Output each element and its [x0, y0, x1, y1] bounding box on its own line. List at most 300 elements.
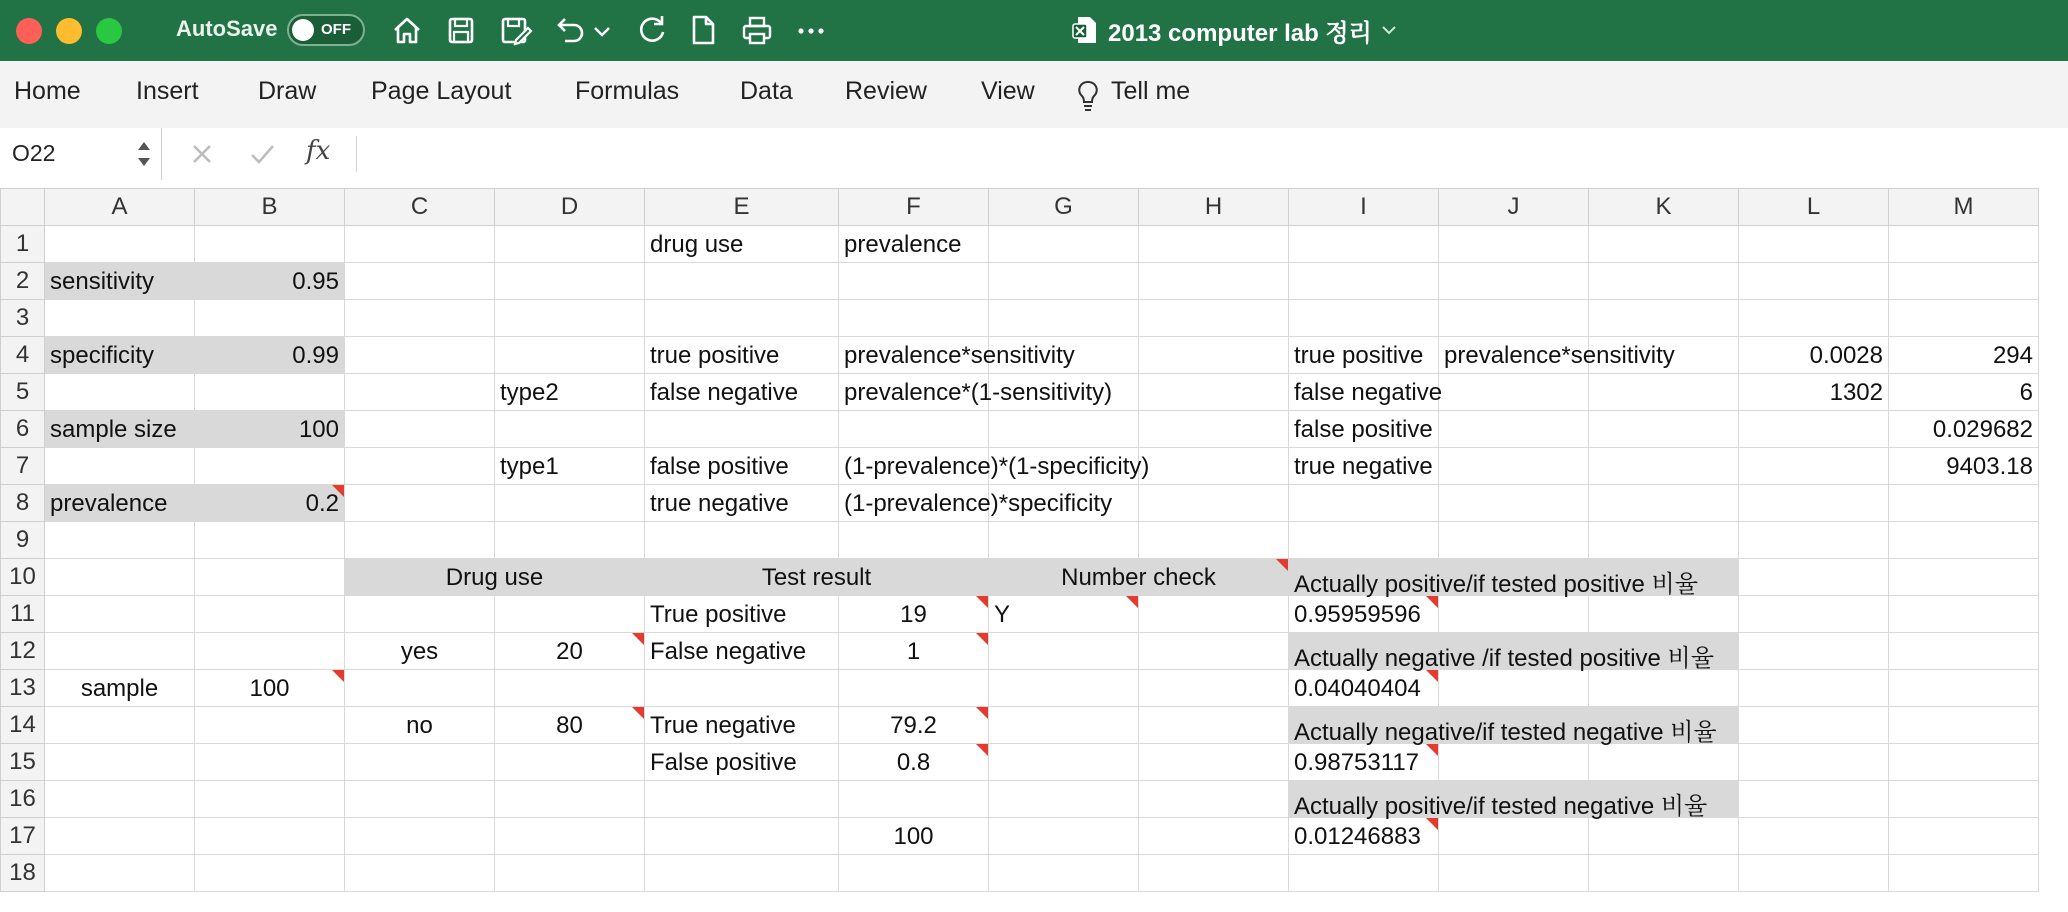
cell-h11[interactable] — [1139, 596, 1289, 633]
cell-i6[interactable] — [1289, 411, 1439, 448]
cell-d4[interactable] — [495, 337, 645, 374]
cell-value: true negative — [1294, 453, 1433, 480]
cell-h16[interactable] — [1139, 781, 1289, 818]
row-header[interactable]: 17 — [1, 818, 45, 855]
cell-d1[interactable] — [495, 226, 645, 263]
redo-icon[interactable] — [632, 10, 670, 50]
cell-l2[interactable] — [1739, 263, 1889, 300]
cell-j7[interactable] — [1439, 448, 1589, 485]
cell-c11[interactable] — [345, 596, 495, 633]
cell-k13[interactable] — [1589, 670, 1739, 707]
cell-k1[interactable] — [1589, 226, 1739, 263]
cell-a14[interactable] — [45, 707, 195, 744]
row-header[interactable]: 15 — [1, 744, 45, 781]
cell-a4[interactable] — [45, 337, 195, 374]
cell-a1[interactable] — [45, 226, 195, 263]
new-document-icon[interactable] — [684, 10, 722, 50]
cell-k7[interactable] — [1589, 448, 1739, 485]
cell-a10[interactable] — [45, 559, 195, 596]
cell-i2[interactable] — [1289, 263, 1439, 300]
row-header[interactable]: 2 — [1, 263, 45, 300]
document-title-button[interactable] — [1072, 12, 1400, 48]
name-box[interactable] — [0, 128, 162, 180]
tab-insert[interactable]: Insert — [136, 77, 199, 105]
cell-m2[interactable] — [1889, 263, 2039, 300]
cell-j2[interactable] — [1439, 263, 1589, 300]
cell-f3[interactable] — [839, 300, 989, 337]
name-box-stepper-icon[interactable] — [134, 134, 154, 174]
tab-formulas[interactable]: Formulas — [575, 77, 680, 105]
cell-c5[interactable] — [345, 374, 495, 411]
cell-l6[interactable] — [1739, 411, 1889, 448]
cell-l5[interactable] — [1739, 374, 1889, 411]
column-header[interactable]: F — [839, 189, 989, 226]
cell-g9[interactable] — [989, 522, 1139, 559]
cell-k17[interactable] — [1589, 818, 1739, 855]
cell-j18[interactable] — [1439, 855, 1589, 892]
cell-m12[interactable] — [1889, 633, 2039, 670]
cell-e5[interactable] — [645, 374, 839, 411]
cell-d15[interactable] — [495, 744, 645, 781]
cell-m6[interactable] — [1889, 411, 2039, 448]
cell-c6[interactable] — [345, 411, 495, 448]
cell-l13[interactable] — [1739, 670, 1889, 707]
autosave-state: OFF — [321, 21, 351, 38]
row-header[interactable]: 5 — [1, 374, 45, 411]
cell-c8[interactable] — [345, 485, 495, 522]
cell-b8[interactable] — [195, 485, 345, 522]
cell-l14[interactable] — [1739, 707, 1889, 744]
cell-e10[interactable] — [645, 559, 989, 596]
cell-b2[interactable] — [195, 263, 345, 300]
row-header[interactable]: 11 — [1, 596, 45, 633]
cell-m3[interactable] — [1889, 300, 2039, 337]
cell-h13[interactable] — [1139, 670, 1289, 707]
cell-f4[interactable] — [839, 337, 1075, 374]
cell-value: prevalence — [50, 490, 168, 517]
cell-m10[interactable] — [1889, 559, 2039, 596]
cell-j17[interactable] — [1439, 818, 1589, 855]
cell-e9[interactable] — [645, 522, 839, 559]
more-icon[interactable] — [792, 10, 830, 50]
cell-f13[interactable] — [839, 670, 989, 707]
cell-b12[interactable] — [195, 633, 345, 670]
cell-b18[interactable] — [195, 855, 345, 892]
column-header[interactable]: C — [345, 189, 495, 226]
cell-i13[interactable] — [1289, 670, 1439, 707]
cell-i10[interactable] — [1289, 559, 1739, 596]
cell-g5[interactable] — [989, 374, 1139, 411]
cell-g6[interactable] — [989, 411, 1139, 448]
cell-f12[interactable] — [839, 633, 989, 670]
tab-review[interactable]: Review — [845, 77, 927, 105]
cell-c4[interactable] — [345, 337, 495, 374]
cell-i16[interactable] — [1289, 781, 1739, 818]
row-header[interactable]: 9 — [1, 522, 45, 559]
column-header[interactable]: I — [1289, 189, 1439, 226]
cell-l11[interactable] — [1739, 596, 1889, 633]
cell-i7[interactable] — [1289, 448, 1439, 485]
row-header[interactable]: 6 — [1, 411, 45, 448]
cell-e7[interactable] — [645, 448, 839, 485]
cell-c18[interactable] — [345, 855, 495, 892]
cell-a3[interactable] — [45, 300, 195, 337]
cell-e18[interactable] — [645, 855, 839, 892]
cell-c15[interactable] — [345, 744, 495, 781]
cell-b5[interactable] — [195, 374, 345, 411]
column-header[interactable]: M — [1889, 189, 2039, 226]
cell-k11[interactable] — [1589, 596, 1739, 633]
row-header[interactable]: 7 — [1, 448, 45, 485]
cell-f5[interactable] — [839, 374, 1113, 411]
cell-c10[interactable] — [345, 559, 645, 596]
cell-b10[interactable] — [195, 559, 345, 596]
cell-l8[interactable] — [1739, 485, 1889, 522]
cell-j9[interactable] — [1439, 522, 1589, 559]
spreadsheet-grid[interactable] — [0, 180, 2068, 912]
cell-m14[interactable] — [1889, 707, 2039, 744]
cell-d13[interactable] — [495, 670, 645, 707]
column-header[interactable]: G — [989, 189, 1139, 226]
cell-l9[interactable] — [1739, 522, 1889, 559]
cell-i11[interactable] — [1289, 596, 1439, 633]
cell-value: 9403.18 — [1946, 453, 2033, 480]
tab-view[interactable]: View — [981, 77, 1035, 105]
tell-me-search[interactable]: Tell me — [1111, 77, 1191, 105]
undo-icon[interactable] — [550, 10, 588, 50]
cell-f17[interactable] — [839, 818, 989, 855]
cell-c3[interactable] — [345, 300, 495, 337]
row-header[interactable]: 18 — [1, 855, 45, 892]
tab-draw[interactable]: Draw — [258, 77, 317, 105]
cell-m9[interactable] — [1889, 522, 2039, 559]
cell-l1[interactable] — [1739, 226, 1889, 263]
cell-h8[interactable] — [1139, 485, 1289, 522]
cell-g2[interactable] — [989, 263, 1139, 300]
cell-a11[interactable] — [45, 596, 195, 633]
cell-a13[interactable] — [45, 670, 195, 707]
undo-menu-icon[interactable] — [590, 10, 614, 50]
cell-k2[interactable] — [1589, 263, 1739, 300]
cell-e15[interactable] — [645, 744, 839, 781]
cell-c17[interactable] — [345, 818, 495, 855]
cell-f1[interactable] — [839, 226, 989, 263]
confirm-icon[interactable] — [244, 136, 280, 172]
cell-f18[interactable] — [839, 855, 989, 892]
cell-k15[interactable] — [1589, 744, 1739, 781]
cell-m11[interactable] — [1889, 596, 2039, 633]
row-header[interactable]: 14 — [1, 707, 45, 744]
cell-l7[interactable] — [1739, 448, 1889, 485]
cell-h14[interactable] — [1139, 707, 1289, 744]
cell-j3[interactable] — [1439, 300, 1589, 337]
cell-b14[interactable] — [195, 707, 345, 744]
row-header[interactable]: 8 — [1, 485, 45, 522]
cell-f14[interactable] — [839, 707, 989, 744]
row-header[interactable]: 16 — [1, 781, 45, 818]
tab-page-layout[interactable]: Page Layout — [371, 77, 512, 105]
cell-b4[interactable] — [195, 337, 345, 374]
cell-m1[interactable] — [1889, 226, 2039, 263]
cell-a2[interactable] — [45, 263, 195, 300]
cell-b13[interactable] — [195, 670, 345, 707]
cell-i9[interactable] — [1289, 522, 1439, 559]
cell-a12[interactable] — [45, 633, 195, 670]
cell-b17[interactable] — [195, 818, 345, 855]
save-icon[interactable] — [442, 10, 480, 50]
cell-c2[interactable] — [345, 263, 495, 300]
cell-c1[interactable] — [345, 226, 495, 263]
cell-m13[interactable] — [1889, 670, 2039, 707]
cell-value: 0.8 — [896, 749, 931, 776]
cell-d6[interactable] — [495, 411, 645, 448]
cell-a7[interactable] — [45, 448, 195, 485]
cell-h9[interactable] — [1139, 522, 1289, 559]
cell-f15[interactable] — [839, 744, 989, 781]
column-header[interactable]: H — [1139, 189, 1289, 226]
column-header[interactable]: K — [1589, 189, 1739, 226]
cell-j6[interactable] — [1439, 411, 1589, 448]
cell-g17[interactable] — [989, 818, 1139, 855]
cell-g12[interactable] — [989, 633, 1139, 670]
cell-e2[interactable] — [645, 263, 839, 300]
cell-c14[interactable] — [345, 707, 495, 744]
cell-k18[interactable] — [1589, 855, 1739, 892]
cell-i4[interactable] — [1289, 337, 1439, 374]
insert-function-icon[interactable]: fx — [306, 136, 331, 166]
cell-l4[interactable] — [1739, 337, 1889, 374]
cell-b16[interactable] — [195, 781, 345, 818]
cell-k5[interactable] — [1589, 374, 1739, 411]
cell-h2[interactable] — [1139, 263, 1289, 300]
row-header[interactable]: 13 — [1, 670, 45, 707]
cell-c7[interactable] — [345, 448, 495, 485]
cell-e4[interactable] — [645, 337, 839, 374]
cell-h7[interactable] — [1139, 448, 1289, 485]
column-header[interactable]: J — [1439, 189, 1589, 226]
cell-e1[interactable] — [645, 226, 839, 263]
cell-k4[interactable] — [1589, 337, 1739, 374]
row-header[interactable]: 4 — [1, 337, 45, 374]
cell-g11[interactable] — [989, 596, 1139, 633]
cell-h6[interactable] — [1139, 411, 1289, 448]
cell-a15[interactable] — [45, 744, 195, 781]
cell-f8[interactable] — [839, 485, 1113, 522]
cell-k6[interactable] — [1589, 411, 1739, 448]
cell-f16[interactable] — [839, 781, 989, 818]
cell-m15[interactable] — [1889, 744, 2039, 781]
cell-c13[interactable] — [345, 670, 495, 707]
cell-a8[interactable] — [45, 485, 195, 522]
cell-g14[interactable] — [989, 707, 1139, 744]
tab-data[interactable]: Data — [740, 77, 793, 105]
cell-m18[interactable] — [1889, 855, 2039, 892]
print-icon[interactable] — [738, 10, 776, 50]
cell-f11[interactable] — [839, 596, 989, 633]
cell-h12[interactable] — [1139, 633, 1289, 670]
cell-k3[interactable] — [1589, 300, 1739, 337]
cell-l18[interactable] — [1739, 855, 1889, 892]
cancel-icon[interactable] — [184, 136, 220, 172]
cell-k9[interactable] — [1589, 522, 1739, 559]
cell-b9[interactable] — [195, 522, 345, 559]
cell-g1[interactable] — [989, 226, 1139, 263]
autosave-toggle[interactable] — [287, 14, 365, 46]
row-header[interactable]: 1 — [1, 226, 45, 263]
cell-g7[interactable] — [989, 448, 1139, 485]
cell-k8[interactable] — [1589, 485, 1739, 522]
cell-b7[interactable] — [195, 448, 345, 485]
cell-b6[interactable] — [195, 411, 345, 448]
sheet-row — [1, 633, 2039, 670]
close-window-button[interactable] — [16, 18, 42, 44]
cell-i18[interactable] — [1289, 855, 1439, 892]
cell-h5[interactable] — [1139, 374, 1289, 411]
cell-h3[interactable] — [1139, 300, 1289, 337]
cell-a18[interactable] — [45, 855, 195, 892]
cell-d7[interactable] — [495, 448, 645, 485]
cell-m8[interactable] — [1889, 485, 2039, 522]
cell-e3[interactable] — [645, 300, 839, 337]
cell-b3[interactable] — [195, 300, 345, 337]
cell-i12[interactable] — [1289, 633, 1739, 670]
cell-c16[interactable] — [345, 781, 495, 818]
sheet-row — [1, 559, 2039, 596]
cell-a17[interactable] — [45, 818, 195, 855]
cell-l10[interactable] — [1739, 559, 1889, 596]
cell-m16[interactable] — [1889, 781, 2039, 818]
cell-e12[interactable] — [645, 633, 839, 670]
cell-l12[interactable] — [1739, 633, 1889, 670]
cell-i5[interactable] — [1289, 374, 1443, 411]
save-as-icon[interactable] — [496, 10, 534, 50]
cell-d12[interactable] — [495, 633, 645, 670]
cell-e8[interactable] — [645, 485, 839, 522]
sheet-row — [1, 448, 2039, 485]
cell-m5[interactable] — [1889, 374, 2039, 411]
row-header[interactable]: 3 — [1, 300, 45, 337]
cell-g4[interactable] — [989, 337, 1139, 374]
cell-l17[interactable] — [1739, 818, 1889, 855]
cell-e11[interactable] — [645, 596, 839, 633]
column-header[interactable]: B — [195, 189, 345, 226]
cell-g3[interactable] — [989, 300, 1139, 337]
home-icon[interactable] — [388, 10, 426, 50]
cell-d16[interactable] — [495, 781, 645, 818]
cell-d18[interactable] — [495, 855, 645, 892]
cell-g8[interactable] — [989, 485, 1139, 522]
cell-g16[interactable] — [989, 781, 1139, 818]
cell-g15[interactable] — [989, 744, 1139, 781]
cell-g10[interactable] — [989, 559, 1289, 596]
cell-d3[interactable] — [495, 300, 645, 337]
sheet-row — [1, 300, 2039, 337]
cell-value: 0.04040404 — [1294, 675, 1421, 702]
cell-value: 6 — [2019, 379, 2033, 406]
cell-h4[interactable] — [1139, 337, 1289, 374]
cell-m17[interactable] — [1889, 818, 2039, 855]
cell-j1[interactable] — [1439, 226, 1589, 263]
cell-h18[interactable] — [1139, 855, 1289, 892]
cell-a6[interactable] — [45, 411, 195, 448]
sheet-row — [1, 411, 2039, 448]
cell-c9[interactable] — [345, 522, 495, 559]
cell-h17[interactable] — [1139, 818, 1289, 855]
cell-g18[interactable] — [989, 855, 1139, 892]
cell-b15[interactable] — [195, 744, 345, 781]
cell-d17[interactable] — [495, 818, 645, 855]
cell-j13[interactable] — [1439, 670, 1589, 707]
row-header[interactable]: 10 — [1, 559, 45, 596]
title-bar — [0, 0, 2068, 61]
column-header[interactable]: D — [495, 189, 645, 226]
cell-d14[interactable] — [495, 707, 645, 744]
cell-a16[interactable] — [45, 781, 195, 818]
cell-h1[interactable] — [1139, 226, 1289, 263]
cell-i8[interactable] — [1289, 485, 1439, 522]
cell-j5[interactable] — [1439, 374, 1589, 411]
cell-m7[interactable] — [1889, 448, 2039, 485]
cell-h15[interactable] — [1139, 744, 1289, 781]
cell-d2[interactable] — [495, 263, 645, 300]
cell-d5[interactable] — [495, 374, 645, 411]
cell-a5[interactable] — [45, 374, 195, 411]
cell-j4[interactable] — [1439, 337, 1675, 374]
cell-i17[interactable] — [1289, 818, 1439, 855]
cell-j8[interactable] — [1439, 485, 1589, 522]
cell-c12[interactable] — [345, 633, 495, 670]
cell-i14[interactable] — [1289, 707, 1739, 744]
row-header[interactable]: 12 — [1, 633, 45, 670]
cell-f9[interactable] — [839, 522, 989, 559]
cell-i3[interactable] — [1289, 300, 1439, 337]
cell-m4[interactable] — [1889, 337, 2039, 374]
cell-e6[interactable] — [645, 411, 839, 448]
name-box-value: O22 — [12, 140, 56, 166]
cell-i1[interactable] — [1289, 226, 1439, 263]
cell-d8[interactable] — [495, 485, 645, 522]
cell-j11[interactable] — [1439, 596, 1589, 633]
column-header[interactable]: A — [45, 189, 195, 226]
tab-home[interactable]: Home — [14, 77, 81, 105]
cell-l3[interactable] — [1739, 300, 1889, 337]
cell-e13[interactable] — [645, 670, 839, 707]
cell-d9[interactable] — [495, 522, 645, 559]
cell-b1[interactable] — [195, 226, 345, 263]
column-header[interactable]: L — [1739, 189, 1889, 226]
cell-e17[interactable] — [645, 818, 839, 855]
cell-e14[interactable] — [645, 707, 839, 744]
zoom-window-button[interactable] — [96, 18, 122, 44]
cell-j15[interactable] — [1439, 744, 1589, 781]
column-header[interactable]: E — [645, 189, 839, 226]
select-all-corner[interactable] — [1, 189, 45, 226]
cell-l15[interactable] — [1739, 744, 1889, 781]
cell-e16[interactable] — [645, 781, 839, 818]
minimize-window-button[interactable] — [56, 18, 82, 44]
cell-a9[interactable] — [45, 522, 195, 559]
cell-d11[interactable] — [495, 596, 645, 633]
cell-i15[interactable] — [1289, 744, 1439, 781]
cell-b11[interactable] — [195, 596, 345, 633]
cell-l16[interactable] — [1739, 781, 1889, 818]
formula-input[interactable] — [356, 136, 2057, 172]
cell-f2[interactable] — [839, 263, 989, 300]
cell-f6[interactable] — [839, 411, 989, 448]
cell-f7[interactable] — [839, 448, 1150, 485]
cell-g13[interactable] — [989, 670, 1139, 707]
cell-value: True negative — [650, 712, 796, 739]
